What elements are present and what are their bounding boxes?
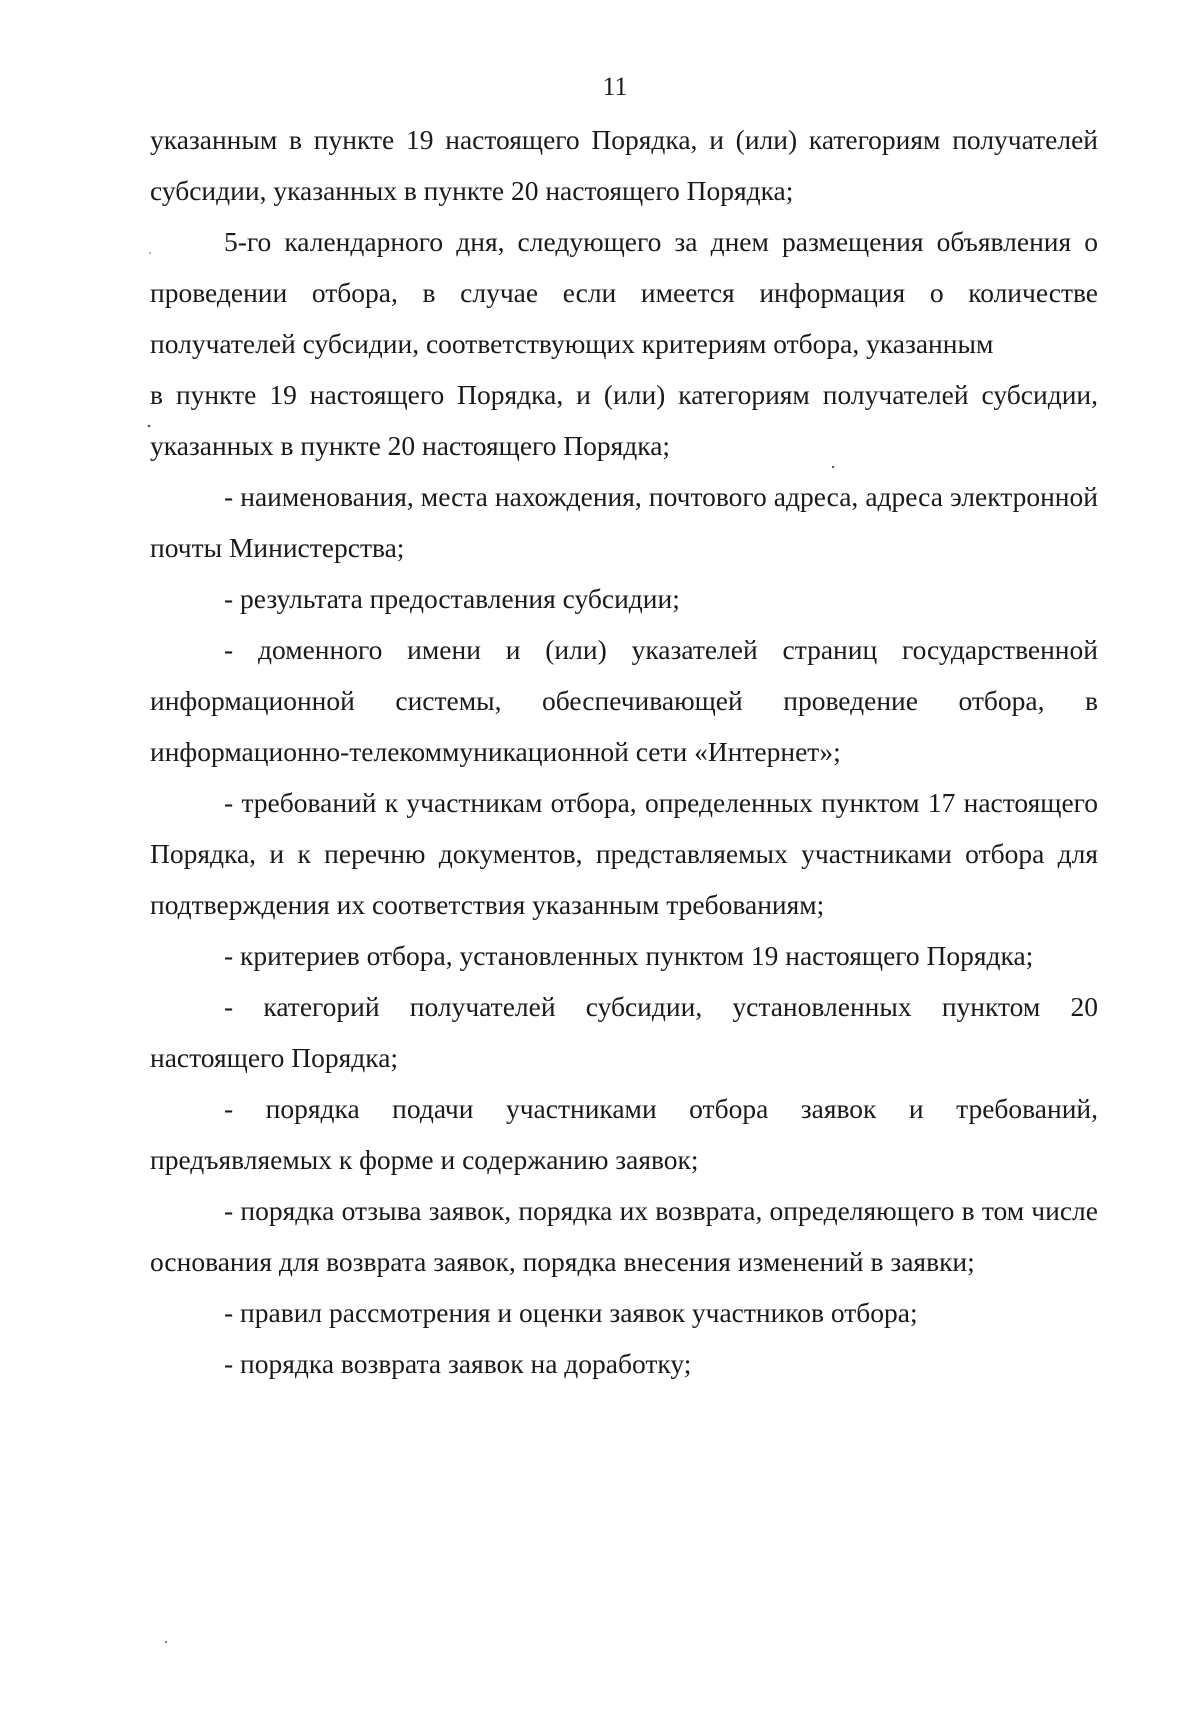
list-item: - категорий получателей субсидии, установленных пунктом 20 настоящего Порядка; [150, 991, 1098, 1073]
page-number: 11 [602, 72, 628, 101]
list-item: - требований к участникам отбора, определенных пунктом 17 настоящего Порядка, и к перечню документов, представляемых участниками отбора для подтверждения их соответствия указанным требованиям; [150, 787, 1098, 920]
list-item: - результата предоставления субсидии; [224, 583, 680, 614]
list-item: - доменного имени и (или) указателей страниц государственной информационной системы, обеспечивающей проведение отбора, в информационно-телекоммуникационной сети «Интернет»; [150, 634, 1098, 767]
list-item: - порядка отзыва заявок, порядка их возврата, определяющего в том числе основания для возврата заявок, порядка внесения изменений в заявки; [150, 1195, 1098, 1277]
list-item: - наименования, места нахождения, почтового адреса, адреса электронной почты Министерства; [150, 481, 1098, 563]
paragraph: в пункте 19 настоящего Порядка, и (или) категориям получателей субсидии, указанных в пункте 20 настоящего Порядка; [150, 379, 1098, 461]
paragraph: указанным в пункте 19 настоящего Порядка, и (или) категориям получателей субсидии, указанных в пункте 20 настоящего Порядка; [150, 124, 1098, 206]
list-item: - критериев отбора, установленных пунктом 19 настоящего Порядка; [224, 940, 1034, 971]
list-item: - порядка подачи участниками отбора заявок и требований, предъявляемых к форме и содержанию заявок; [150, 1093, 1098, 1175]
list-item: - порядка возврата заявок на доработку; [224, 1348, 692, 1379]
paragraph: 5-го календарного дня, следующего за днем размещения объявления о проведении отбора, в случае если имеется информация о количестве получателей субсидии, соответствующих критериям отбора, указанным [150, 226, 1098, 359]
document-body [150, 114, 1098, 1389]
scan-speck [165, 1641, 167, 1643]
list-item: - правил рассмотрения и оценки заявок участников отбора; [224, 1297, 918, 1328]
